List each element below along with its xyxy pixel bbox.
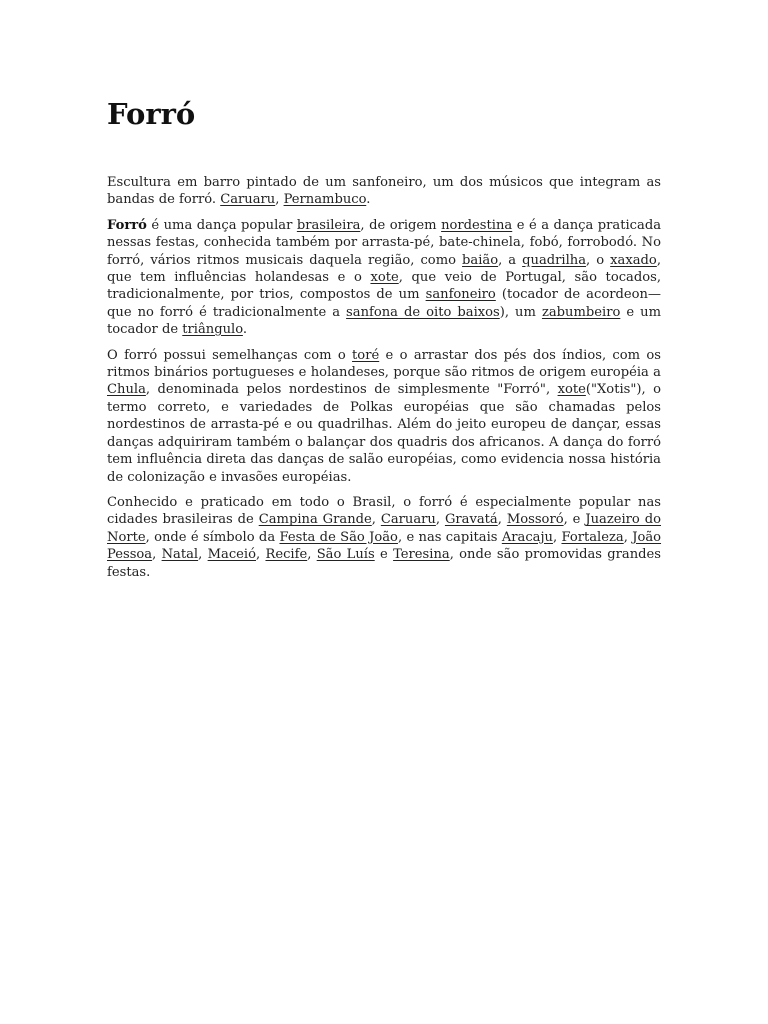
link-maceio[interactable]: Maceió [207,547,256,563]
term-forro: Forró [107,217,147,233]
link-tore[interactable]: toré [352,347,380,363]
paragraph-text: Conhecido e praticado em todo o Brasil, o forró é especialmente popular nas cidades brasileiras de [107,494,661,528]
link-pernambuco[interactable]: Pernambuco [283,192,367,208]
link-caruaru[interactable]: Caruaru [220,192,276,208]
link-fortaleza[interactable]: Fortaleza [561,529,624,545]
link-xote-2[interactable]: xote [557,382,586,398]
link-brasileira[interactable]: brasileira [296,217,361,233]
link-recife[interactable]: Recife [265,547,308,563]
paragraph-text: e um tocador de [107,304,661,338]
link-joao-pessoa[interactable]: João Pessoa [107,529,662,563]
paragraph-text: O forró possui semelhanças com o [107,347,353,363]
paragraph-text: , [371,512,381,528]
paragraph-text: , que tem influências holandesas e o [107,252,661,286]
link-gravata[interactable]: Gravatá [444,512,498,528]
paragraph-text: ("Xotis"), o termo correto, e variedades de Polkas européias que são chamadas pelos nordestinos de arrasta-pé e ou quadrilhas. Além do jeito europeu de dançar, essas danças adquiriram também o balançar dos quadris dos africanos. A dança do forró tem influência direta das danças de salão européias, como evidencia nossa história de colonização e invasões européias. [107,382,662,485]
link-nordestina[interactable]: nordestina [441,217,513,233]
link-sanfona-de-oito-baixos[interactable]: sanfona de oito baixos [346,304,500,320]
paragraph-text: , [623,529,633,545]
link-chula[interactable]: Chula [107,382,146,398]
paragraph-intro [107,217,661,339]
paragraph-text: , e nas capitais [397,529,502,545]
paragraph-text: , e [563,512,586,528]
link-teresina[interactable]: Teresina [393,547,450,563]
caption-text: Escultura em barro pintado de um sanfoneiro, um dos músicos que integram as bandas de forró. [107,175,661,208]
paragraph-text: , de origem [360,217,442,233]
caption-text: , [275,192,284,208]
paragraph-text: , [552,529,562,545]
paragraph-text: , que veio de Portugal, são tocados, tradicionalmente, por trios, compostos de um [107,270,661,303]
link-triangulo[interactable]: triângulo [182,322,243,338]
link-natal[interactable]: Natal [161,547,199,563]
paragraph-text: e [374,547,394,563]
link-juazeiro-do-norte[interactable]: Juazeiro do Norte [107,512,661,545]
paragraph-text: , [152,547,162,563]
link-aracaju[interactable]: Aracaju [501,529,553,545]
page-title: Forró [107,97,196,131]
link-quadrilha[interactable]: quadrilha [522,252,587,268]
paragraph-text: (tocador de acordeon—que no forró é tradicionalmente a [107,287,662,320]
link-festa-de-sao-joao[interactable]: Festa de São João [279,529,398,545]
paragraph-text: , onde são promovidas grandes festas. [107,547,662,580]
paragraph-popularity [107,494,661,581]
link-sanfoneiro[interactable]: sanfoneiro [425,287,496,303]
paragraph-text: é uma dança popular [146,217,297,233]
paragraph-text: , [198,547,208,563]
paragraph-text: , [435,512,445,528]
paragraph-text: , o [586,252,611,268]
caption-text: . [366,192,371,208]
paragraph-text: . [242,322,248,338]
paragraph-text: , [497,512,507,528]
paragraph-text: ), um [499,304,542,320]
paragraph-text: e é a dança praticada nessas festas, conhecida também por arrasta-pé, bate-chinela, fobó, forrobodó. No forró, vários ritmos musicais daquela região, como [107,217,662,268]
link-xote[interactable]: xote [370,270,399,286]
paragraph-text: , a [498,252,523,268]
paragraph-text: , [307,547,317,563]
link-caruaru-2[interactable]: Caruaru [380,512,436,528]
link-sao-luis[interactable]: São Luís [316,547,375,563]
paragraph-text: , onde é símbolo da [145,529,280,545]
link-campina-grande[interactable]: Campina Grande [258,512,372,528]
paragraph-text: , denominada pelos nordestinos de simplesmente "Forró", [145,382,558,398]
link-mossoro[interactable]: Mossoró [506,512,564,528]
image-caption [107,174,661,209]
paragraph-text: , [255,547,266,563]
link-zabumbeiro[interactable]: zabumbeiro [541,304,621,320]
link-xaxado[interactable]: xaxado [610,252,657,268]
paragraph-text: e o arrastar dos pés dos índios, com os ritmos binários portugueses e holandeses, porque são ritmos de origem européia a [107,347,661,381]
paragraph-origins [107,347,661,486]
link-baiao[interactable]: baião [462,252,499,268]
